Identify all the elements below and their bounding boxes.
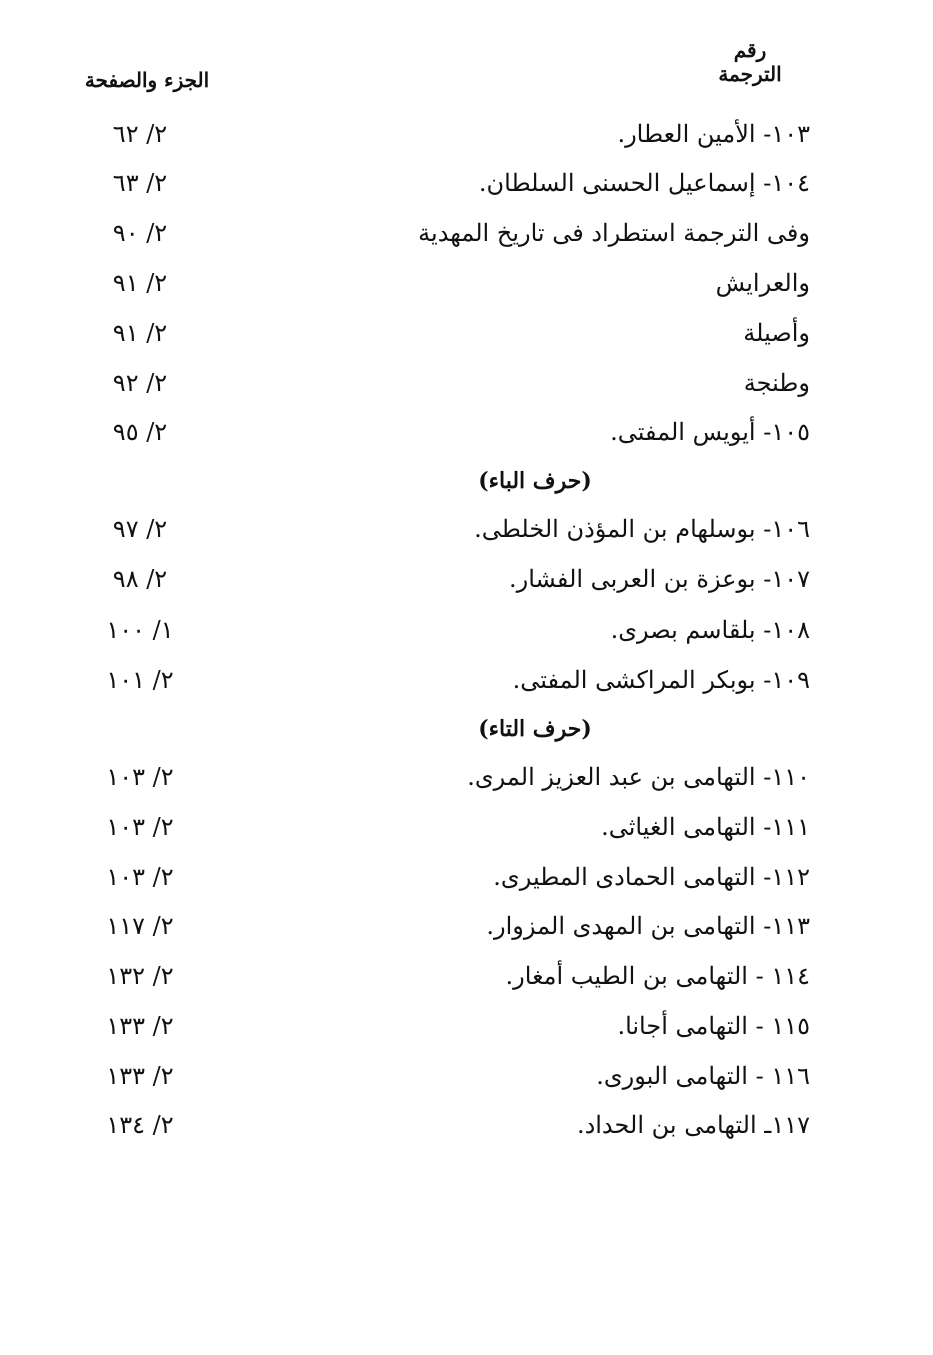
entry-title: ١١٠- التهامى بن عبد العزيز المرى. — [467, 763, 810, 791]
entry-number-header — [695, 38, 805, 86]
entry-title: ١٠٥- أيويس المفتى. — [610, 418, 810, 446]
entry-reference: ٢/ ٩٧ — [112, 515, 168, 543]
entry-reference: ٢/ ١٠٣ — [106, 763, 174, 791]
entry-title: وأصيلة — [743, 319, 810, 347]
entry-reference: ٢/ ١١٧ — [106, 912, 174, 940]
entry-reference: ٢/ ٩٨ — [112, 565, 168, 593]
entry-title: ١٠٦- بوسلهام بن المؤذن الخلطى. — [474, 515, 810, 543]
entry-title: ١٠٣- الأمين العطار. — [617, 120, 810, 148]
entry-title: ١١١- التهامى الغياثى. — [601, 813, 810, 841]
index-row — [0, 757, 933, 797]
section-heading-ta: (حرف التاء) — [478, 716, 592, 742]
index-row — [0, 559, 933, 599]
index-row — [0, 807, 933, 847]
entry-title: ١١٣- التهامى بن المهدى المزوار. — [486, 912, 810, 940]
entry-reference: ٢/ ٩١ — [112, 319, 168, 347]
entry-number-header-line1: رقم — [733, 38, 767, 62]
entry-reference: ١/ ١٠٠ — [106, 616, 174, 644]
index-row — [0, 1105, 933, 1145]
entry-title: ١٠٧- بوعزة بن العربى الفشار. — [508, 565, 810, 593]
index-row — [0, 857, 933, 897]
entry-reference: ٢/ ٩٠ — [112, 219, 168, 247]
index-row — [0, 610, 933, 650]
entry-reference: ٢/ ٩٢ — [112, 369, 168, 397]
index-row — [0, 1006, 933, 1046]
entry-reference: ٢/ ٦٣ — [112, 169, 168, 197]
entry-title: ١١٦ - التهامى البورى. — [596, 1062, 810, 1090]
entry-title: ١١٢- التهامى الحمادى المطيرى. — [493, 863, 810, 891]
entry-reference: ٢/ ١٠٣ — [106, 863, 174, 891]
entry-title: ١٠٤- إسماعيل الحسنى السلطان. — [478, 169, 810, 197]
entry-reference: ٢/ ٩٥ — [112, 418, 168, 446]
index-row — [0, 412, 933, 452]
entry-reference: ٢/ ١٠١ — [106, 666, 174, 694]
entry-title: وطنجة — [743, 369, 810, 397]
entry-reference: ٢/ ١٣٣ — [106, 1012, 174, 1040]
entry-reference: ٢/ ١٠٣ — [106, 813, 174, 841]
entry-reference: ٢/ ١٣٤ — [106, 1111, 174, 1139]
index-row — [0, 114, 933, 154]
index-row — [0, 906, 933, 946]
section-heading-ba: (حرف الباء) — [478, 468, 592, 494]
entry-reference: ٢/ ٦٢ — [112, 120, 168, 148]
index-row — [0, 1056, 933, 1096]
entry-reference: ٢/ ١٣٣ — [106, 1062, 174, 1090]
entry-title: ١١٤ - التهامى بن الطيب أمغار. — [505, 962, 810, 990]
index-row — [0, 213, 933, 253]
index-row — [0, 509, 933, 549]
entry-reference: ٢/ ١٣٢ — [106, 962, 174, 990]
index-row — [0, 660, 933, 700]
entry-reference: ٢/ ٩١ — [112, 269, 168, 297]
index-row — [0, 263, 933, 303]
entry-title: ١٠٩- بوبكر المراكشى المفتى. — [512, 666, 810, 694]
entry-title: ١١٥ - التهامى أجانا. — [617, 1012, 810, 1040]
entry-title: ١٠٨- بلقاسم بصرى. — [610, 616, 810, 644]
index-row — [0, 363, 933, 403]
entry-number-header-line2: الترجمة — [718, 62, 782, 86]
entry-title: وفى الترجمة استطراد فى تاريخ المهدية — [418, 219, 810, 247]
index-row — [0, 163, 933, 203]
entry-title: والعرايش — [715, 269, 810, 297]
index-row — [0, 956, 933, 996]
volume-page-header: الجزء والصفحة — [84, 68, 210, 92]
entry-title: ١١٧ـ التهامى بن الحداد. — [576, 1111, 810, 1139]
index-row — [0, 313, 933, 353]
